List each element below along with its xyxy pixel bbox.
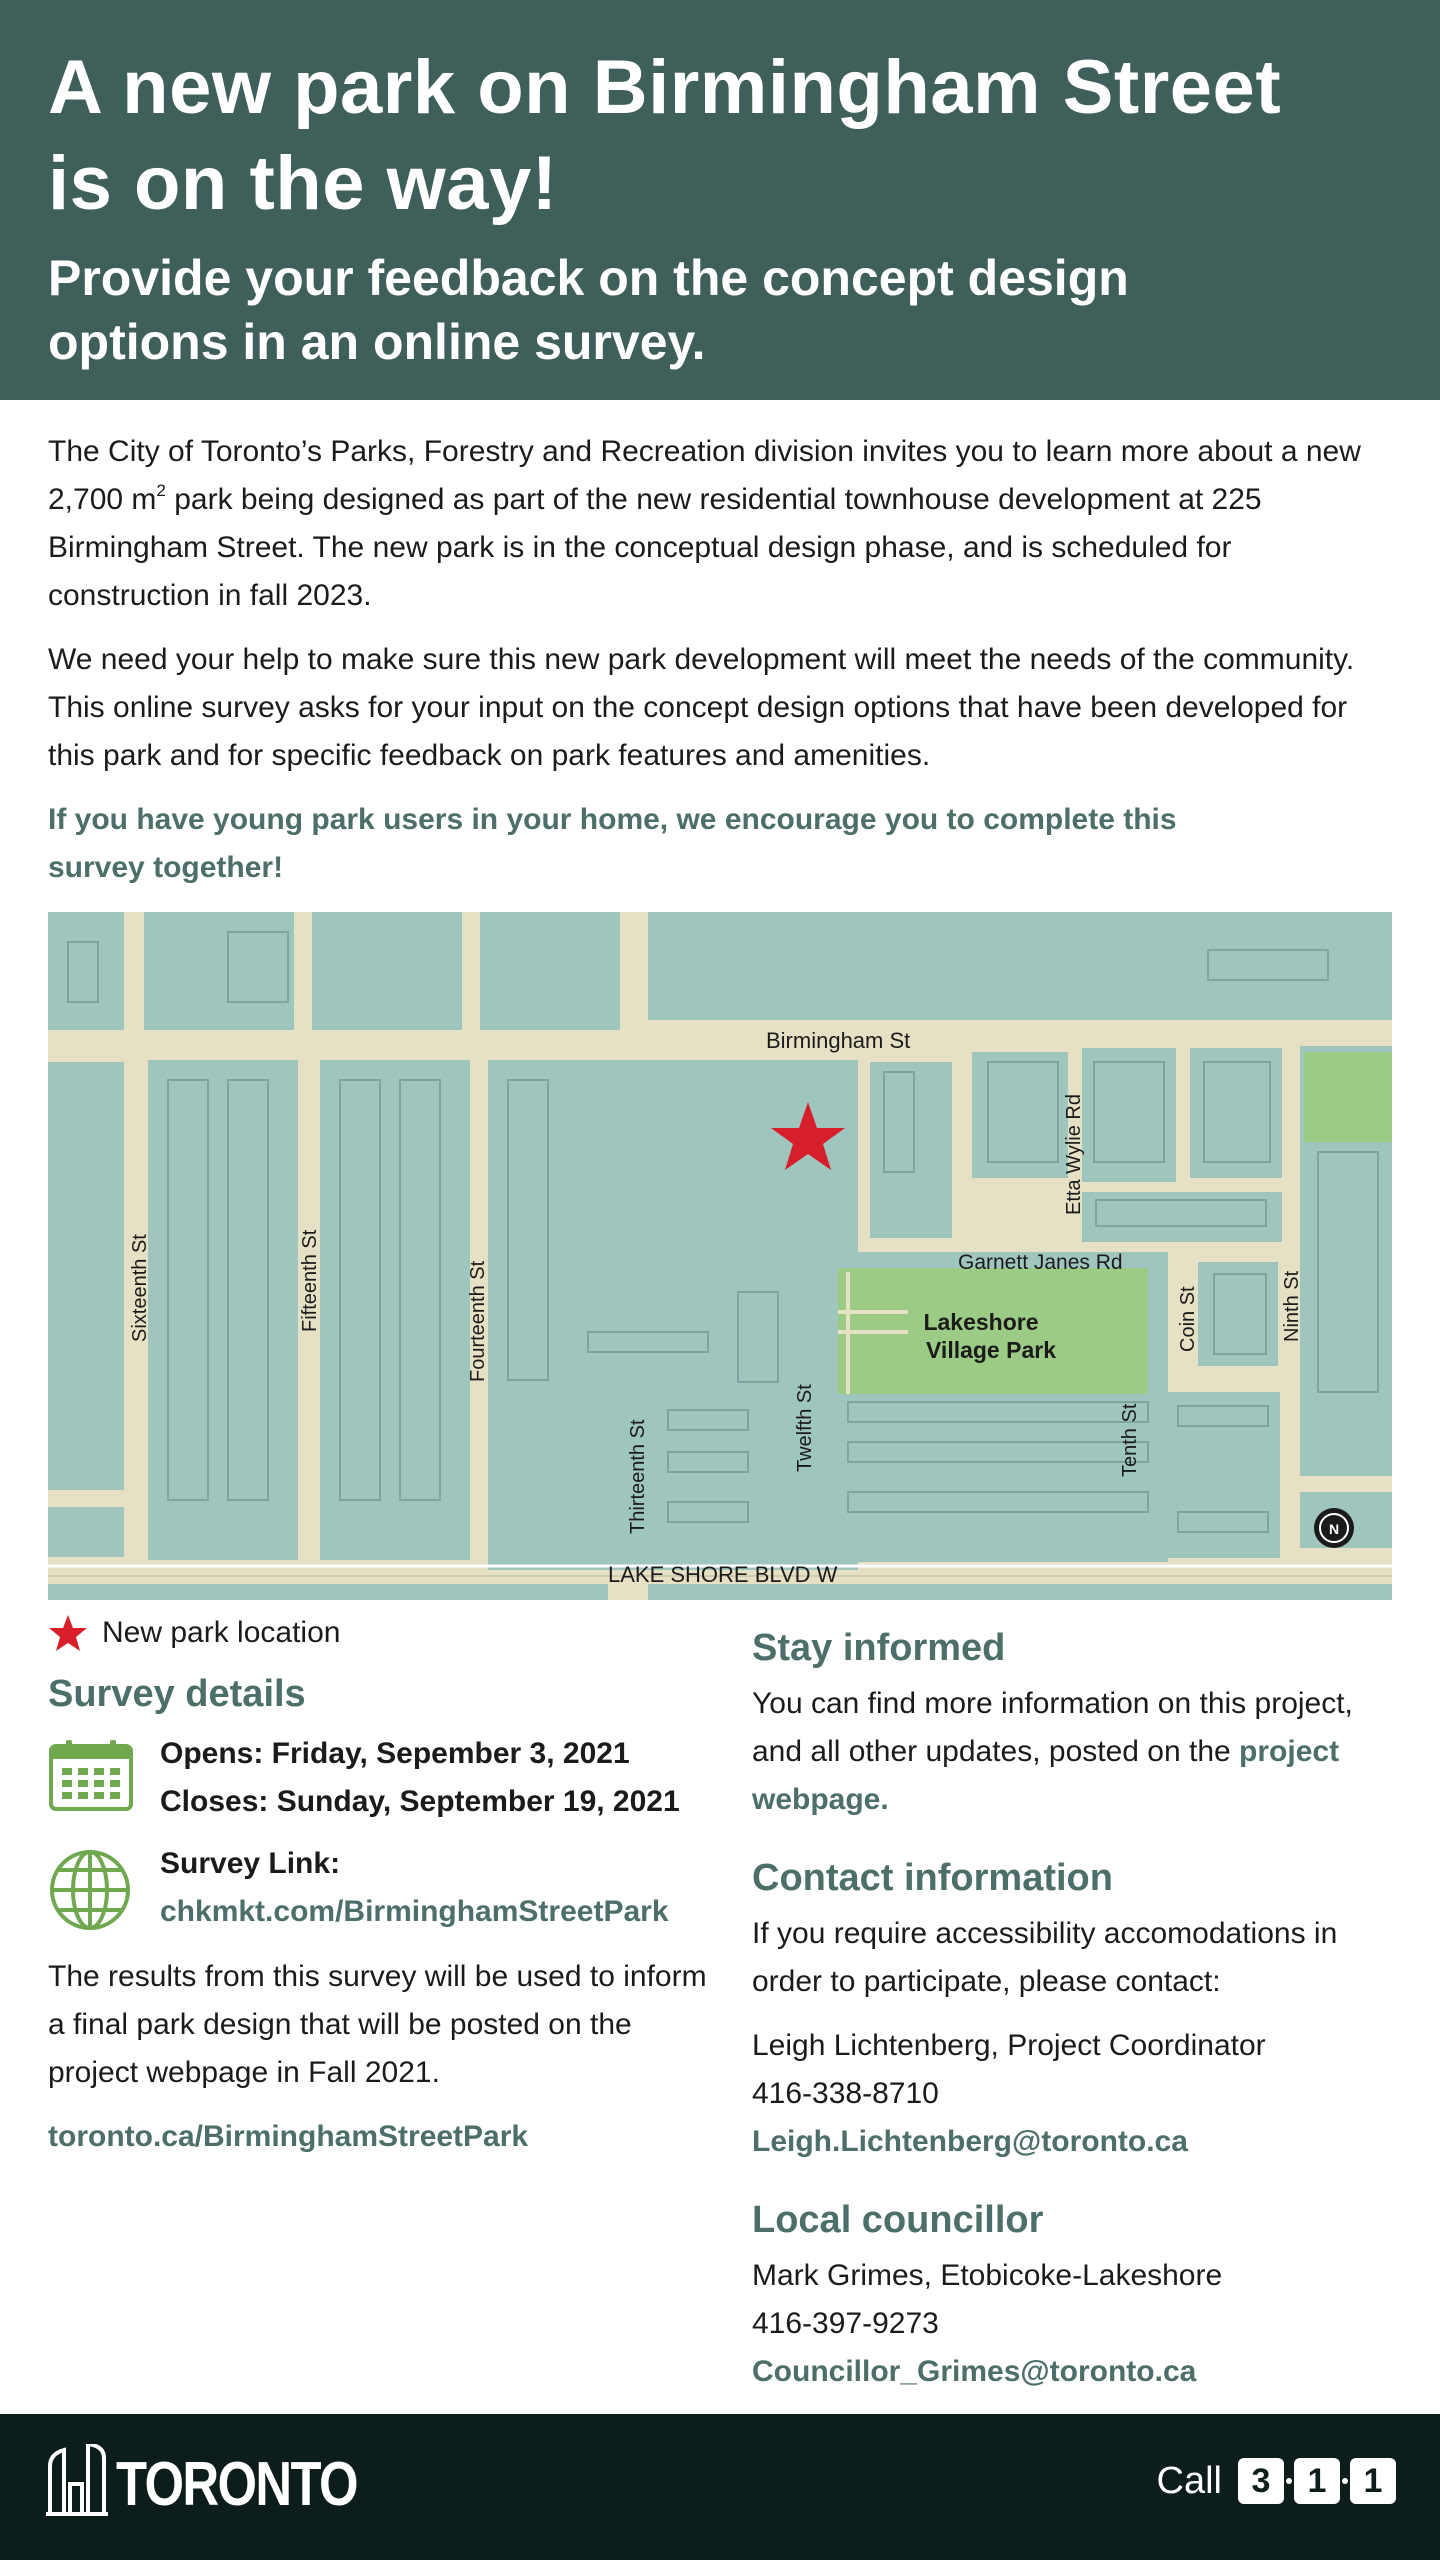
councillor-phone: 416-397-9273: [752, 2307, 939, 2340]
survey-results-text: The results from this survey will be used to inform a final park design that will be posted on the project webpage in Fall 2021.: [48, 1960, 707, 2089]
contact-name: Leigh Lichtenberg, Project Coordinator: [752, 2029, 1266, 2062]
park-label-line-1: Lakeshore: [923, 1309, 1039, 1335]
stay-informed-text: You can find more information on this project, and all other updates, posted on the project webpage.: [752, 1687, 1353, 1816]
calendar-icon: [48, 1730, 160, 1817]
street-fourteenth: Fourteenth St: [467, 1260, 489, 1382]
north-arrow-icon: [1314, 1508, 1354, 1548]
stay-informed-title: Stay informed: [752, 1627, 1006, 1669]
star-icon: [48, 1614, 88, 1652]
street-ninth: Ninth St: [1281, 1270, 1303, 1342]
svg-text:N: N: [1328, 1521, 1340, 1537]
footer: [0, 2414, 1440, 2560]
survey-link-row: [48, 1840, 708, 1937]
street-etta: Etta Wylie Rd: [1063, 1094, 1085, 1215]
street-birmingham: Birmingham St: [766, 1028, 911, 1053]
contact-email-link[interactable]: Leigh.Lichtenberg@toronto.ca: [752, 2125, 1188, 2158]
councillor-email-link[interactable]: Councillor_Grimes@toronto.ca: [752, 2355, 1197, 2388]
survey-link-label: Survey Link:: [160, 1847, 341, 1880]
intro-paragraph-1: The City of Toronto’s Parks, Forestry and Recreation division invites you to learn more about a new 2,700 $m^2$ park being designed as part of the new residential townhouse development at 225 Birmingham Street. The new park is in the conceptual design phase, and is scheduled for construction in fall 2023.: [48, 435, 1361, 612]
digit-key: 3: [1238, 2458, 1284, 2504]
call-311: [1157, 2458, 1396, 2504]
intro-section: [48, 428, 1392, 908]
councillor-name: Mark Grimes, Etobicoke-Lakeshore: [752, 2259, 1223, 2292]
street-sixteenth: Sixteenth St: [129, 1234, 151, 1342]
street-tenth: Tenth St: [1119, 1403, 1141, 1477]
page-title: A new park on Birmingham Street is on the way!: [48, 45, 1282, 226]
park-label-line-2: Village Park: [926, 1337, 1056, 1363]
street-fifteenth: Fifteenth St: [299, 1229, 321, 1332]
call-label: Call: [1156, 2459, 1222, 2502]
street-garnett: Garnett Janes Rd: [958, 1251, 1123, 1274]
intro-paragraph-2: We need your help to make sure this new park development will meet the needs of the community. This online survey asks for your input on the concept design options that have been developed for this park and for specific feedback on park features and amenities.: [48, 643, 1355, 772]
info-column: [752, 1622, 1402, 2396]
digit-key: 1: [1350, 2458, 1396, 2504]
location-map: [48, 912, 1392, 1600]
survey-title: Survey details: [48, 1673, 306, 1715]
survey-link[interactable]: chkmkt.com/BirminghamStreetPark: [160, 1895, 669, 1928]
project-webpage-link[interactable]: project webpage.: [752, 1735, 1340, 1816]
street-thirteenth: Thirteenth St: [627, 1419, 649, 1534]
intro-callout: If you have young park users in your home, we encourage you to complete this survey together!: [48, 803, 1177, 884]
globe-icon: [48, 1840, 160, 1937]
contact-title: Contact information: [752, 1857, 1113, 1899]
toronto-logo: TORONTO: [46, 2444, 410, 2516]
survey-opens: Opens: Friday, Sepember 3, 2021: [160, 1737, 630, 1770]
city-hall-icon: [46, 2444, 108, 2516]
street-coin: Coin St: [1177, 1286, 1199, 1352]
survey-dates: [48, 1730, 708, 1826]
hero-banner: [0, 0, 1440, 400]
legend-label: New park location: [102, 1616, 341, 1649]
digit-key: 1: [1294, 2458, 1340, 2504]
map-legend: [48, 1614, 340, 1652]
project-site-link[interactable]: toronto.ca/BirminghamStreetPark: [48, 2120, 529, 2153]
street-twelfth: Twelfth St: [794, 1384, 816, 1472]
contact-text: If you require accessibility accomodations in order to participate, please contact:: [752, 1917, 1338, 1998]
page-subtitle: Provide your feedback on the concept design options in an online survey.: [48, 250, 1129, 370]
survey-closes: Closes: Sunday, September 19, 2021: [160, 1785, 680, 1818]
councillor-title: Local councillor: [752, 2199, 1044, 2241]
survey-details: [48, 1668, 708, 2161]
contact-phone: 416-338-8710: [752, 2077, 939, 2110]
street-lakeshore: LAKE SHORE BLVD W: [608, 1562, 838, 1587]
